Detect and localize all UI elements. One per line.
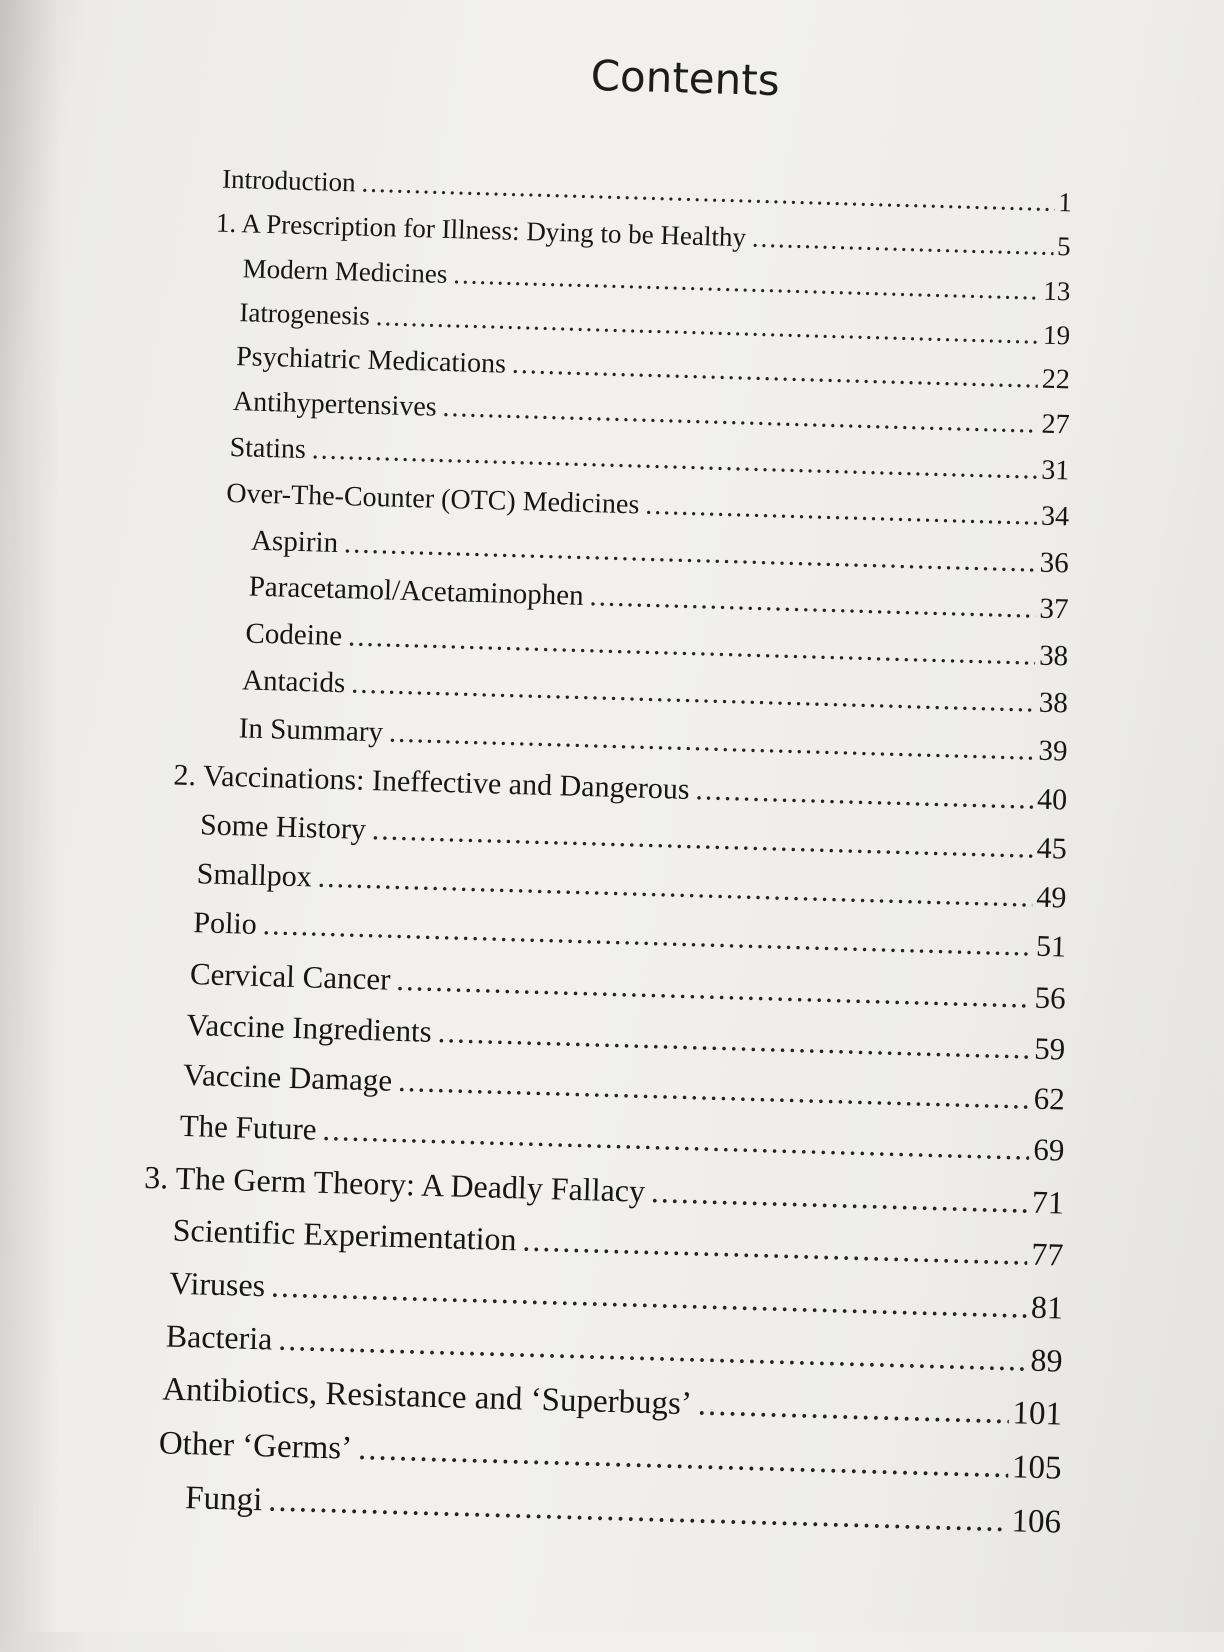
toc-entry-label: Vaccine Damage [182, 1056, 393, 1098]
toc-entry-page: 36 [1039, 546, 1070, 580]
toc-entry-page: 40 [1036, 782, 1068, 817]
toc-entry-label: Some History [199, 808, 367, 846]
dot-leader [437, 1014, 1030, 1067]
toc-entry-polio [193, 906, 1067, 964]
toc-entry-label: Codeine [245, 617, 343, 653]
toc-entry-cervical-cancer [189, 956, 1066, 1016]
dot-leader [361, 168, 1055, 218]
toc-entry-label: Cervical Cancer [189, 956, 391, 997]
dot-leader [375, 301, 1039, 351]
toc-entry-page: 81 [1030, 1288, 1064, 1326]
dot-leader [650, 1173, 1028, 1221]
dot-leader [751, 222, 1053, 261]
toc-entry-label: Modern Medicines [242, 253, 448, 289]
toc-entry-label: Smallpox [196, 857, 313, 894]
toc-entry-label: Vaccine Ingredients [186, 1006, 433, 1049]
toc-entry-page: 105 [1011, 1449, 1063, 1487]
dot-leader [695, 773, 1034, 816]
toc-entry-iatrogenesis [239, 297, 1071, 351]
dot-leader [442, 392, 1038, 441]
dot-leader [697, 1386, 1009, 1432]
toc-entry-otc-medicines [226, 478, 1070, 534]
toc-entry-viruses [169, 1265, 1064, 1327]
toc-entry-label: Viruses [168, 1264, 266, 1304]
dot-leader [348, 620, 1036, 672]
toc-entry-bacteria [165, 1318, 1063, 1380]
toc-entry-page: 71 [1031, 1183, 1065, 1221]
toc-entry-label: Statins [229, 431, 307, 466]
toc-entry-label: Iatrogenesis [239, 297, 371, 331]
toc-entry-other-germs [158, 1425, 1062, 1487]
toc-entry-page: 13 [1042, 275, 1071, 307]
toc-entry-label: Fungi [184, 1480, 263, 1519]
dot-leader [396, 962, 1031, 1016]
toc-entry-page: 31 [1040, 454, 1070, 487]
toc-entry-statins [229, 432, 1070, 487]
toc-entry-scientific-experimentation [172, 1212, 1064, 1274]
toc-entry-vaccine-ingredients [186, 1007, 1066, 1068]
dot-leader [522, 1221, 1028, 1272]
toc-entry-label: Antacids [241, 664, 346, 700]
toc-entry-label: Scientific Experimentation [172, 1211, 518, 1258]
toc-entry-label: The Future [179, 1107, 318, 1147]
dot-leader [311, 434, 1037, 486]
toc-entry-label: 2. Vaccinations: Ineffective and Dangerous [173, 758, 691, 806]
dot-leader [389, 717, 1035, 768]
toc-entry-smallpox [196, 857, 1067, 915]
toc-entry-page: 59 [1033, 1030, 1066, 1067]
toc-entry-page: 34 [1040, 500, 1070, 533]
dot-leader [453, 259, 1040, 306]
toc-entry-page: 45 [1036, 831, 1068, 866]
toc-entry-page: 22 [1041, 363, 1071, 396]
dot-leader [262, 908, 1032, 963]
dot-leader [271, 1267, 1028, 1325]
toc-entry-introduction [222, 164, 1073, 219]
dot-leader [268, 1482, 1008, 1540]
toc-entry-page: 39 [1038, 734, 1068, 768]
toc-entry-label: Bacteria [165, 1317, 273, 1357]
toc-entry-page: 38 [1038, 686, 1069, 720]
dot-leader [589, 580, 1036, 625]
toc-entry-page: 89 [1030, 1341, 1064, 1379]
toc-entry-page: 51 [1035, 929, 1067, 964]
dot-leader [645, 490, 1038, 533]
toc-entry-chapter-3 [144, 1159, 1065, 1222]
toc-entry-page: 5 [1056, 230, 1072, 262]
page-title: Contents [590, 50, 781, 106]
toc-entry-some-history [200, 808, 1068, 866]
dot-leader [322, 1112, 1030, 1168]
toc-entry-page: 1 [1057, 187, 1073, 218]
table-of-contents [18, 148, 1224, 1541]
toc-entry-modern-medicines [242, 253, 1071, 307]
toc-entry-antihypertensives [233, 386, 1071, 441]
toc-entry-label: Other ‘Germs’ [158, 1425, 353, 1467]
toc-entry-codeine [245, 617, 1069, 673]
toc-entry-antibiotics [162, 1371, 1063, 1433]
toc-entry-page: 62 [1033, 1080, 1066, 1117]
toc-entry-paracetamol [248, 571, 1069, 627]
toc-entry-antacids [242, 664, 1069, 720]
toc-entry-chapter-2 [173, 759, 1068, 818]
toc-entry-label: Paracetamol/Acetaminophen [248, 570, 585, 612]
toc-entry-page: 69 [1032, 1131, 1065, 1168]
toc-entry-page: 101 [1012, 1395, 1063, 1433]
dot-leader [371, 813, 1033, 865]
dot-leader [278, 1321, 1027, 1379]
toc-entry-label: Polio [192, 906, 258, 941]
toc-entry-page: 19 [1042, 319, 1071, 351]
dot-leader [351, 667, 1036, 719]
toc-entry-page: 49 [1035, 880, 1067, 915]
toc-entry-label: Psychiatric Medications [235, 341, 507, 380]
toc-entry-label: Introduction [221, 163, 357, 198]
toc-entry-in-summary [238, 712, 1068, 768]
toc-entry-label: 1. A Prescription for Illness: Dying to be Healthy [215, 207, 747, 253]
toc-entry-label: Aspirin [250, 524, 339, 560]
toc-entry-chapter-1 [216, 207, 1072, 262]
toc-entry-page: 106 [1011, 1503, 1062, 1541]
toc-entry-label: Antihypertensives [232, 386, 438, 423]
toc-entry-label: Over-The-Counter (OTC) Medicines [225, 477, 640, 521]
toc-entry-label: In Summary [238, 712, 384, 749]
toc-entry-fungi [185, 1480, 1062, 1541]
toc-entry-page: 27 [1041, 408, 1071, 441]
toc-entry-label: 3. The Germ Theory: A Deadly Fallacy [143, 1158, 646, 1209]
toc-entry-page: 38 [1038, 639, 1069, 673]
toc-entry-page: 77 [1030, 1235, 1064, 1273]
toc-entry-the-future [179, 1108, 1065, 1169]
dot-leader [398, 1063, 1031, 1117]
dot-leader [317, 861, 1033, 915]
toc-entry-label: Antibiotics, Resistance and ‘Superbugs’ [161, 1371, 693, 1423]
dot-leader [358, 1431, 1009, 1486]
toc-entry-page: 37 [1039, 592, 1069, 626]
toc-entry-psychiatric-medications [236, 341, 1071, 396]
toc-entry-page: 56 [1034, 979, 1067, 1016]
toc-entry-aspirin [251, 525, 1070, 581]
dot-leader [511, 349, 1038, 396]
dot-leader [344, 527, 1037, 579]
toc-entry-vaccine-damage [183, 1057, 1066, 1118]
